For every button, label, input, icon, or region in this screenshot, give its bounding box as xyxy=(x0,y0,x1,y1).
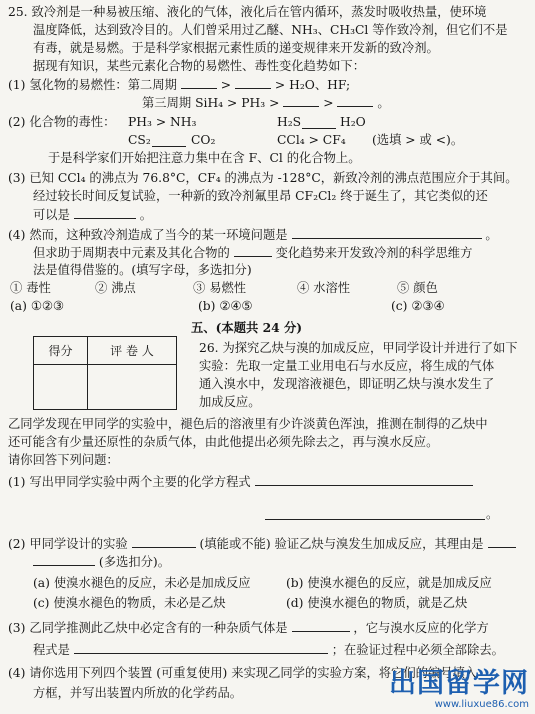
q25-part1-label: (1) 氢化物的易燃性：第二周期 xyxy=(8,78,177,92)
option-c: (c) 使溴水褪色的物质，未必是乙炔 xyxy=(33,596,226,610)
property-1: ① 毒性 xyxy=(10,281,51,295)
q25-part1-row2: 第三周期 SiH₄ > PH₃ > > 。 xyxy=(142,96,390,110)
q26-stem-line2: 实验：先取一定量工业用电石与水反应，将生成的气体 xyxy=(199,359,495,373)
answer-blank[interactable] xyxy=(488,535,516,548)
q25-part3-line3: 可以是 。 xyxy=(33,208,153,222)
q25-part1: (1) 氢化物的易燃性：第二周期 > > H₂O、HF; xyxy=(8,78,351,92)
answer-blank[interactable] xyxy=(292,226,482,239)
q26-part3-line1: (3) 乙同学推测此乙炔中必定含有的一种杂质气体是 ，它与溴水反应的化学方 xyxy=(8,621,489,635)
toxicity-co2: CO₂ xyxy=(191,133,216,147)
option-d: (d) 使溴水褪色的物质，就是乙炔 xyxy=(286,596,468,610)
q26-stem-line4: 加成反应。 xyxy=(199,395,261,409)
watermark-brand: 出国留学网 xyxy=(389,668,529,699)
answer-blank[interactable] xyxy=(181,76,217,89)
property-4: ④ 水溶性 xyxy=(297,281,351,295)
score-table xyxy=(33,336,177,410)
toxicity-ccl4-cf4: CCl₄ > CF₄ xyxy=(277,133,346,147)
answer-blank[interactable] xyxy=(33,553,95,566)
watermark-url: www.liuxue86.com xyxy=(434,699,529,710)
q26-body-line2: 还可能含有少量还原性的杂质气体，由此他提出必须先除去之，再与溴水反应。 xyxy=(8,435,439,449)
q25-part3-line2: 经过较长时间反复试验，一种新的致冷剂氟里昂 CF₂Cl₂ 终于诞生了，其它类似的还 xyxy=(33,189,488,203)
grader-header: 评 卷 人 xyxy=(88,337,177,365)
q25-intro-line3: 有毒，就是易燃。于是科学家根据元素性质的递变规律来开发新的致冷剂。 xyxy=(33,41,439,55)
score-header: 得分 xyxy=(34,337,88,365)
q26-stem-line1: 26. 为探究乙炔与溴的加成反应，甲同学设计并进行了如下 xyxy=(199,341,518,355)
answer-blank[interactable] xyxy=(234,244,272,257)
answer-blank[interactable] xyxy=(132,535,196,548)
toxicity-ph3-nh3: PH₃ > NH₃ xyxy=(128,115,197,129)
answer-blank[interactable] xyxy=(337,94,373,107)
q26-body-line1: 乙同学发现在甲同学的实验中，褪色后的溶液里有少许淡黄色浑浊，推测在制得的乙炔中 xyxy=(8,417,488,431)
q26-part4-line2: 方框，并写出装置内所放的化学药品。 xyxy=(33,686,243,700)
q26-part1: (1) 写出甲同学实验中两个主要的化学方程式 xyxy=(8,473,473,490)
q26-part2: (2) 甲同学设计的实验 (填能或不能) 验证乙炔与溴发生加成反应，其理由是 xyxy=(8,535,516,552)
grader-cell[interactable] xyxy=(88,365,177,410)
choice-b: (b) ②④⑤ xyxy=(198,299,253,313)
q25-part4-line3: 法是值得借鉴的。(填写字母，多选扣分) xyxy=(33,263,252,277)
q26-body-line3: 请你回答下列问题： xyxy=(8,453,119,467)
q25-part4-line1: (4) 然而，这种致冷剂造成了当今的某一环境问题是 。 xyxy=(8,228,498,242)
property-5: ⑤ 颜色 xyxy=(397,281,438,295)
fill-hint: (选填 > 或 <)。 xyxy=(372,133,464,147)
answer-blank[interactable] xyxy=(235,76,271,89)
property-2: ② 沸点 xyxy=(95,281,136,295)
q25-part2-label: (2) 化合物的毒性： xyxy=(8,115,116,129)
q25-intro-line2: 温度降低，达到致冷目的。人们曾采用过乙醚、NH₃、CH₃Cl 等作致冷剂，但它们不是 xyxy=(33,23,508,37)
q26-stem-line3: 通入溴水中，发现溶液褪色，即证明乙炔与溴水发生了 xyxy=(199,377,495,391)
toxicity-h2o: H₂O xyxy=(340,115,366,129)
q25-part2-conclusion: 于是科学家们开始把注意力集中在含 F、Cl 的化合物上。 xyxy=(48,151,361,165)
q26-part3-line2: 程式是 ；在验证过程中必须全部除去。 xyxy=(33,643,504,657)
q26-part4-line1: (4) 请你选用下列四个装置 (可重复使用) 来实现乙同学的实验方案，将它们的编号填入 xyxy=(8,666,478,680)
toxicity-h2s: H₂S xyxy=(277,115,302,129)
answer-blank[interactable] xyxy=(302,116,336,129)
answer-blank[interactable] xyxy=(152,134,186,147)
property-3: ③ 易燃性 xyxy=(193,281,247,295)
choice-c: (c) ②③④ xyxy=(391,299,445,313)
answer-blank[interactable] xyxy=(74,206,136,219)
section-title: 五、(本题共 24 分) xyxy=(191,320,303,335)
q25-part4-line2: 但求助于周期表中元素及其化合物的 变化趋势来开发致冷剂的科学思维方 xyxy=(33,246,473,260)
watermark-logo xyxy=(389,669,529,710)
q25-intro-line4: 据现有知识，某些元素化合物的易燃性、毒性变化趋势如下： xyxy=(33,59,366,73)
q25-intro-line1: 25. 致冷剂是一种易被压缩、液化的气体，液化后在管内循环，蒸发时吸收热量，使环境 xyxy=(8,5,487,19)
score-cell[interactable] xyxy=(34,365,88,410)
option-b: (b) 使溴水褪色的反应，就是加成反应 xyxy=(286,576,492,590)
q25-part3-line1: (3) 已知 CCl₄ 的沸点为 76.8°C，CF₄ 的沸点为 -128°C，新致冷剂的沸点范围应介于其间。 xyxy=(8,171,518,185)
answer-blank[interactable] xyxy=(255,473,473,486)
toxicity-cs2: CS₂ xyxy=(128,133,151,147)
answer-blank[interactable] xyxy=(292,619,350,632)
q26-part1-end: 。 xyxy=(486,507,499,521)
answer-blank[interactable] xyxy=(74,641,328,654)
option-a: (a) 使溴水褪色的反应，未必是加成反应 xyxy=(33,576,251,590)
q26-part2-line2: (多选扣分)。 xyxy=(33,553,170,570)
answer-line[interactable] xyxy=(265,519,485,520)
answer-blank[interactable] xyxy=(283,94,319,107)
choice-a: (a) ①②③ xyxy=(10,299,64,313)
